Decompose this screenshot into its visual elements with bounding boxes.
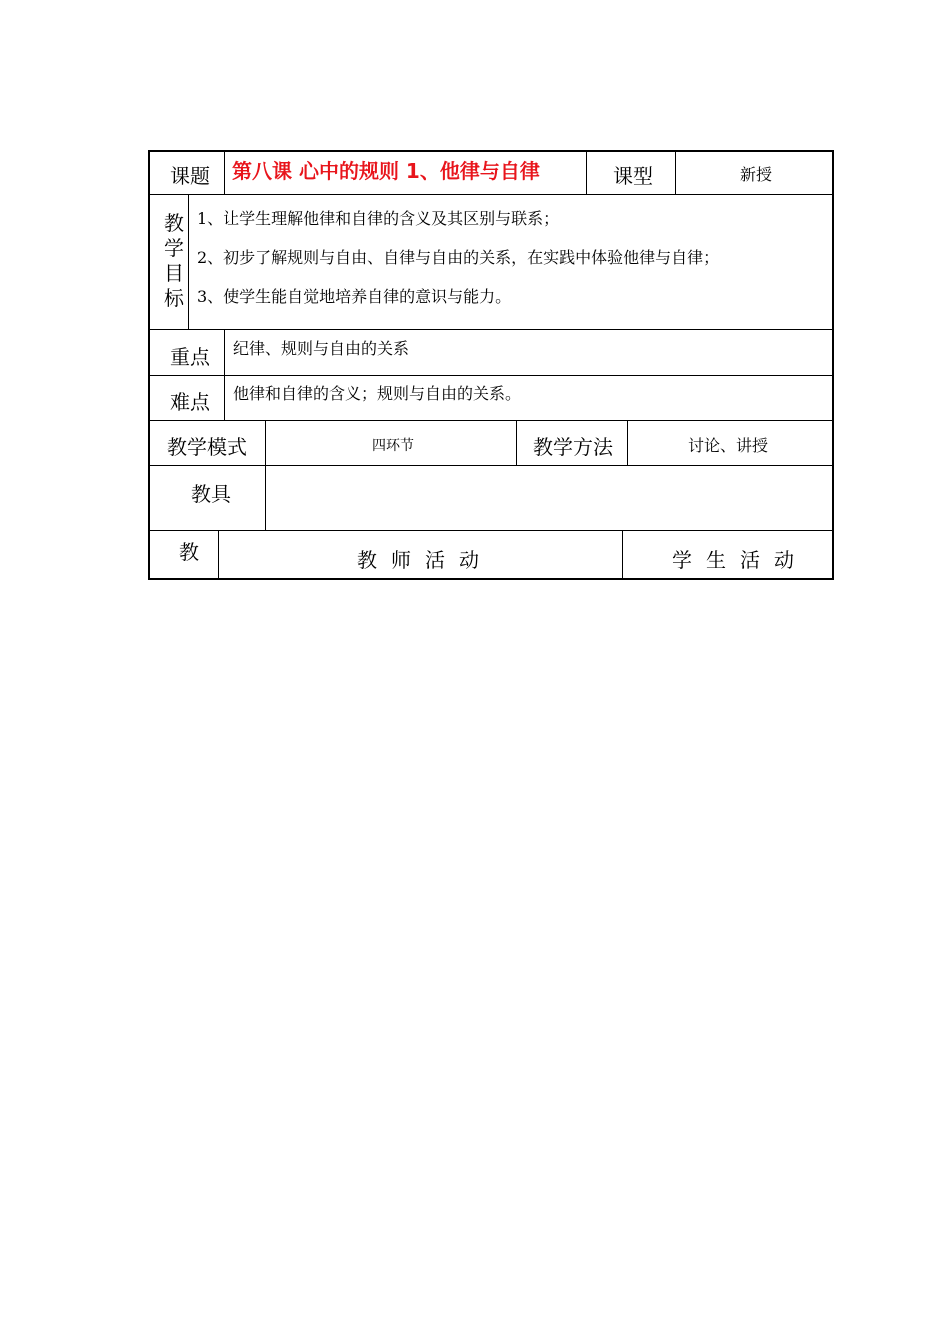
student-activity-header: 学生活动 <box>672 548 808 572</box>
col-line-r3-r4 <box>224 329 225 421</box>
key-point-label: 重点 <box>170 345 210 369</box>
col-line-r1-a <box>224 150 225 195</box>
col-line-r7-a <box>218 530 219 580</box>
difficulty-label: 难点 <box>170 390 210 414</box>
objective-item-2: 2、初步了解规则与自由、自律与自由的关系，在实践中体验他律与自律； <box>197 248 720 267</box>
teaching-method-value: 讨论、讲授 <box>688 436 769 455</box>
lesson-type-value: 新授 <box>740 165 773 184</box>
lesson-type-label: 课型 <box>613 164 653 188</box>
teaching-method-label: 教学方法 <box>533 435 613 459</box>
col-line-r5-a <box>265 420 266 466</box>
col-line-r5-c <box>627 420 628 466</box>
table-border-bottom <box>148 578 834 580</box>
row-line-2 <box>148 329 834 330</box>
difficulty-value: 他律和自律的含义；规则与自由的关系。 <box>233 384 522 403</box>
lesson-title: 第八课 心中的规则 1、他律与自律 <box>232 159 540 183</box>
row-line-1 <box>148 194 834 195</box>
row-line-4 <box>148 420 834 421</box>
col-line-r5-b <box>516 420 517 466</box>
col-line-r6 <box>265 465 266 531</box>
topic-label: 课题 <box>170 164 210 188</box>
teacher-activity-header: 教师活动 <box>357 548 493 572</box>
key-point-value: 纪律、规则与自由的关系 <box>233 339 410 358</box>
table-border-top <box>148 150 834 152</box>
objective-item-3: 3、使学生能自觉地培养自律的意识与能力。 <box>197 287 512 306</box>
teaching-tools-label: 教具 <box>191 482 231 506</box>
col-line-r1-b <box>586 150 587 195</box>
process-label: 教 <box>179 540 199 564</box>
table-border-left <box>148 150 150 580</box>
teaching-mode-label: 教学模式 <box>167 435 247 459</box>
col-line-r7-b <box>622 530 623 580</box>
objectives-label: 教学目标 <box>164 211 184 310</box>
col-line-r1-c <box>675 150 676 195</box>
teaching-mode-value: 四环节 <box>372 438 414 454</box>
row-line-6 <box>148 530 834 531</box>
objective-item-1: 1、让学生理解他律和自律的含义及其区别与联系； <box>197 209 560 228</box>
col-line-r2 <box>188 194 189 330</box>
table-border-right <box>832 150 834 580</box>
row-line-3 <box>148 375 834 376</box>
row-line-5 <box>148 465 834 466</box>
